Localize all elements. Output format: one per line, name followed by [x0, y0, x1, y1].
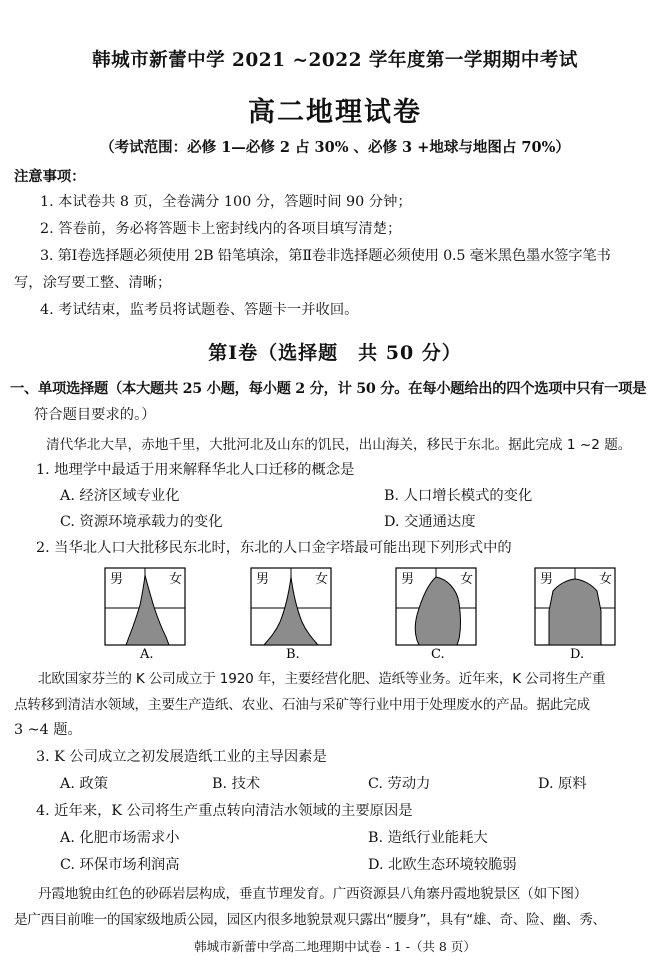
section-title: 第Ⅰ卷（选择题 共 50 分）: [208, 342, 462, 364]
section-instruction-continued: 符合题目要求的。）: [34, 407, 156, 423]
pyramid-c-female-label: 女: [460, 572, 474, 587]
pyramid-b-label: B.: [286, 647, 300, 659]
note-item: 1. 本试卷共 8 页，全卷满分 100 分，答题时间 90 分钟；: [40, 194, 412, 210]
question-3-stem: 3. K 公司成立之初发展造纸工业的主导因素是: [36, 749, 327, 765]
q3-option-c: C. 劳动力: [368, 776, 431, 792]
passage-2-line: 点转移到清洁水领域，主要生产造纸、农业、石油与采矿等行业中用于处理废水的产品。据此完成: [14, 697, 590, 713]
question-1-stem: 1. 地理学中最适于用来解释华北人口迁移的概念是: [36, 462, 355, 478]
q1-option-c: C. 资源环境承载力的变化: [60, 514, 223, 530]
q3-option-d: D. 原料: [538, 776, 587, 792]
passage-3-line: 丹霞地貌由红色的砂砾岩层构成，垂直节理发育。广西资源县八角寨丹霞地貌景区（如下图）: [38, 886, 588, 902]
passage-1: 清代华北大旱，赤地千里，大批河北及山东的饥民，出山海关，移民于东北。据此完成 1 ~2 题。: [46, 437, 632, 453]
q4-option-b: B. 造纸行业能耗大: [368, 830, 488, 846]
section-instruction-text: 一、单项选择题（本大题共 25 小题，每小题 2 分，计 50 分。在每小题给出的四个选项中只有一项是: [10, 381, 647, 397]
q3-option-b: B. 技术: [212, 776, 261, 792]
pyramid-b-female-label: 女: [315, 572, 329, 587]
pyramid-a-label: A.: [140, 647, 154, 659]
population-pyramid-b: [250, 567, 336, 659]
pyramid-b-male-label: 男: [256, 572, 270, 587]
q1-option-b: B. 人口增长模式的变化: [384, 488, 533, 504]
q4-option-c: C. 环保市场利润高: [60, 857, 180, 873]
pyramid-c-male-label: 男: [401, 572, 415, 587]
school-exam-title: 韩城市新蕾中学 2021 ~2022 学年度第一学期期中考试: [92, 50, 578, 71]
question-4-stem: 4. 近年来，K 公司将生产重点转向清洁水领域的主要原因是: [36, 803, 413, 819]
q4-option-a: A. 化肥市场需求小: [60, 830, 180, 846]
note-item: 3. 第Ⅰ卷选择题必须使用 2B 铅笔填涂，第Ⅱ卷非选择题必须使用 0.5 毫米黑色墨水签字笔书: [40, 248, 611, 264]
exam-scope: （考试范围：必修 1—必修 2 占 30% 、必修 3 +地球与地图占 70%）: [100, 139, 570, 156]
question-2-stem: 2. 当华北人口大批移民东北时，东北的人口金字塔最可能出现下列形式中的: [36, 540, 512, 556]
q4-option-d: D. 北欧生态环境较脆弱: [368, 857, 517, 873]
note-item-continued: 写，涂写要工整、清晰；: [14, 275, 172, 291]
population-pyramid-a: [104, 567, 190, 659]
pyramid-d-female-label: 女: [599, 572, 613, 587]
q1-option-a: A. 经济区域专业化: [60, 488, 180, 504]
page-footer: 韩城市新蕾中学高二地理期中试卷 - 1 -（共 8 页）: [194, 939, 476, 954]
population-pyramid-d: [534, 567, 620, 659]
passage-2-line: 3 ~4 题。: [14, 722, 82, 738]
pyramid-c-label: C.: [431, 647, 445, 659]
note-item: 4. 考试结束，监考员将试题卷、答题卡一并收回。: [40, 302, 359, 318]
population-pyramid-c: [395, 567, 481, 659]
notes-heading: 注意事项：: [14, 169, 86, 185]
passage-3-line: 是广西目前唯一的国家级地质公园，园区内很多地貌景观只露出“腰身”，具有“雄、奇、险、幽、秀、: [14, 912, 606, 928]
pyramid-a-male-label: 男: [110, 572, 124, 587]
note-item: 2. 答卷前，务必将答题卡上密封线内的各项目填写清楚；: [40, 221, 402, 237]
pyramid-d-male-label: 男: [540, 572, 554, 587]
pyramid-a-female-label: 女: [169, 572, 183, 587]
passage-2-line: 北欧国家芬兰的 K 公司成立于 1920 年，主要经营化肥、造纸等业务。近年来，K 公司将生产重: [38, 671, 606, 687]
section-instruction: [10, 378, 646, 398]
exam-title: 高二地理试卷: [248, 97, 422, 128]
q3-option-a: A. 政策: [60, 776, 109, 792]
q1-option-d: D. 交通通达度: [384, 514, 476, 530]
pyramid-d-label: D.: [570, 647, 585, 659]
